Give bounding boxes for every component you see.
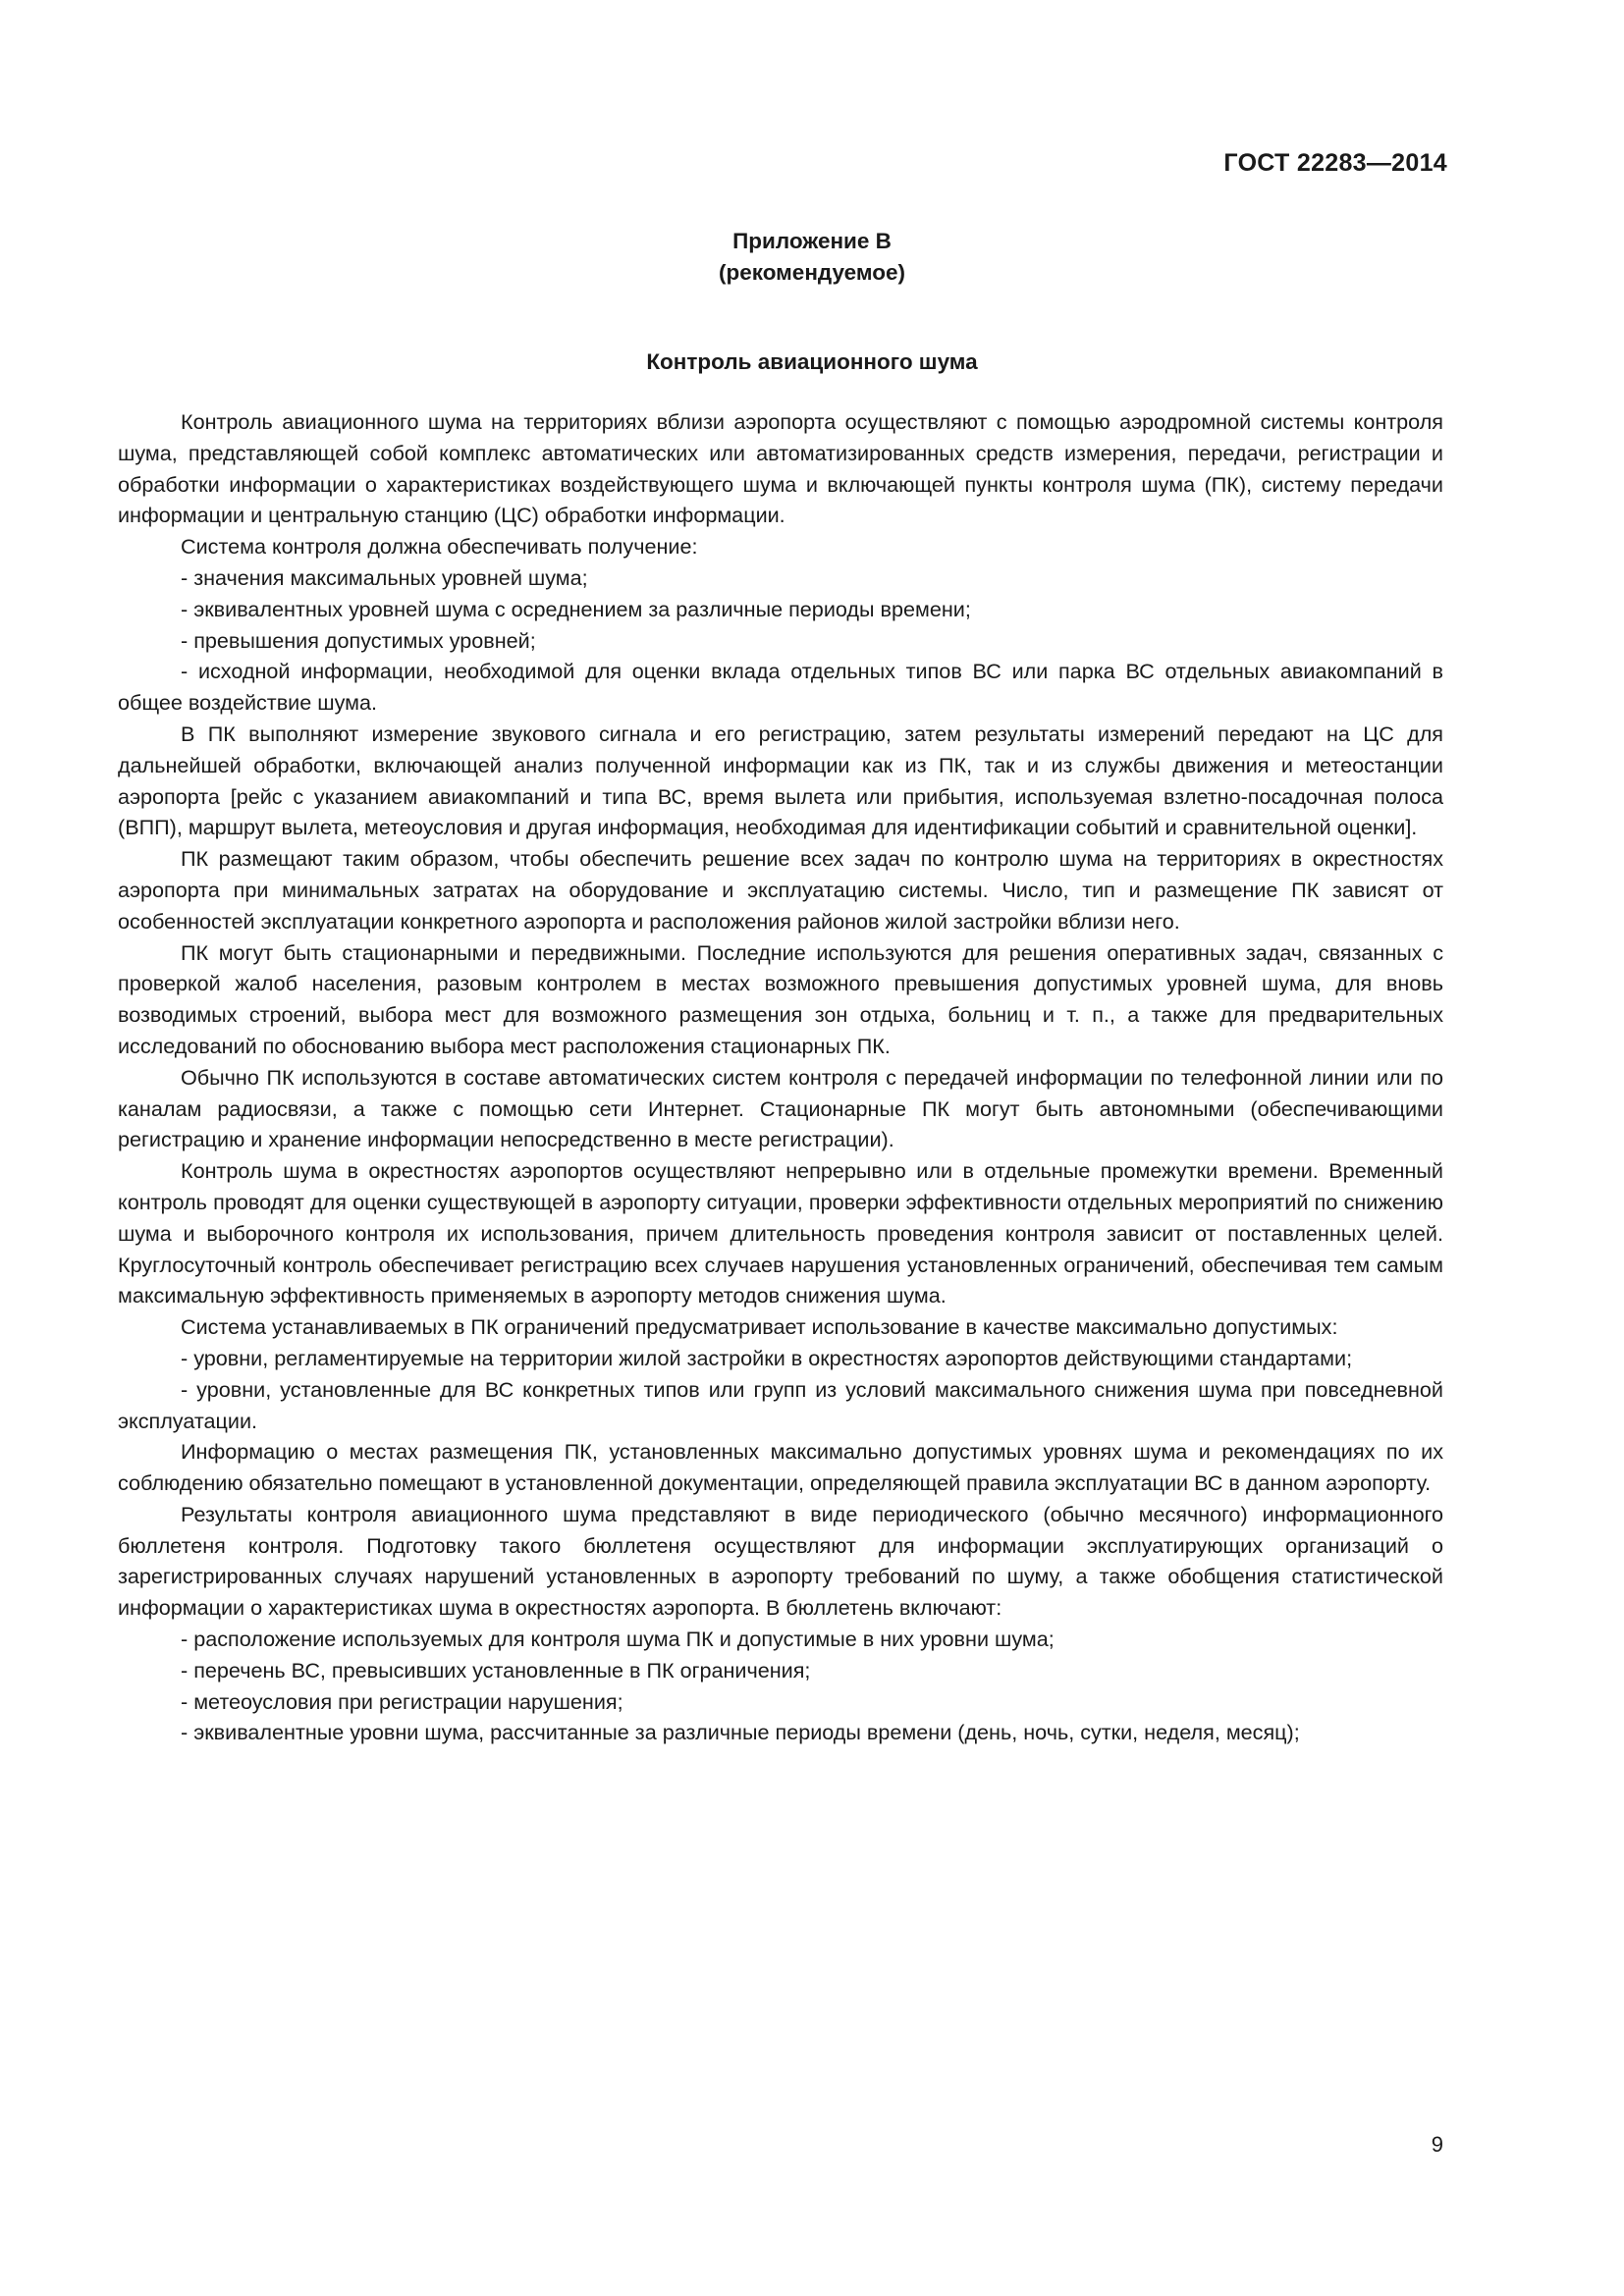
paragraph: Обычно ПК используются в составе автоматических систем контроля с передачей информации по телефонной линии или по каналам радиосвязи, а также с помощью сети Интернет. Стационарные ПК могут быть автономными (обеспечивающими регистрацию и хранение информации непосредственно в месте регистрации). <box>118 1064 1443 1152</box>
list-item: - уровни, регламентируемые на территории жилой застройки в окрестностях аэропортов действующими стандартами; <box>181 1345 1353 1370</box>
list-item: - эквивалентных уровней шума с осреднением за различные периоды времени; <box>181 596 971 621</box>
list-item: - расположение используемых для контроля шума ПК и допустимые в них уровни шума; <box>181 1627 1055 1652</box>
paragraph: Система контроля должна обеспечивать получение: <box>181 534 698 560</box>
paragraph: Информацию о местах размещения ПК, установленных максимально допустимых уровнях шума и рекомендациях по их соблюдению обязательно помещают в установленной документации, определяющей правила эксплуатации ВС в данном аэропорту. <box>118 1439 1443 1496</box>
list-item: - эквивалентные уровни шума, рассчитанные за различные периоды времени (день, ночь, сутки, неделя, месяц); <box>181 1720 1300 1745</box>
list-item: - метеоусловия при регистрации нарушения; <box>181 1688 623 1714</box>
document-body <box>118 406 1443 1748</box>
paragraph: ПК могут быть стационарными и передвижными. Последние используются для решения оперативных задач, связанных с проверкой жалоб населения, разовым контролем в местах возможного превышения допустимых уровней шума, для вновь возводимых строений, выбора мест для возможного размещения зон отдыха, больниц и т. п., а также для предварительных исследований по обоснованию выбора мест расположения стационарных ПК. <box>118 939 1443 1058</box>
paragraph: В ПК выполняют измерение звукового сигнала и его регистрацию, затем результаты измерений передают на ЦС для дальнейшей обработки, включающей анализ полученной информации как из ПК, так и из службы движения и метеостанции аэропорта [рейс с указанием авиакомпаний и типа ВС, время вылета или прибытия, используемая взлетно-посадочная полоса (ВПП), маршрут вылета, метеоусловия и другая информация, необходимая для идентификации событий и сравнительной оценки]. <box>118 721 1443 840</box>
page-number: 9 <box>1431 2132 1443 2157</box>
appendix-heading <box>0 226 1624 289</box>
paragraph: Система устанавливаемых в ПК ограничений предусматривает использование в качестве максимально допустимых: <box>181 1314 1338 1340</box>
standard-header: ГОСТ 22283—2014 <box>1223 149 1447 177</box>
list-item: - значения максимальных уровней шума; <box>181 564 588 590</box>
appendix-subtitle: (рекомендуемое) <box>719 260 905 285</box>
section-title: Контроль авиационного шума <box>646 349 978 374</box>
list-item: - превышения допустимых уровней; <box>181 627 536 653</box>
list-item: - перечень ВС, превысивших установленные в ПК ограничения; <box>181 1657 811 1682</box>
appendix-title: Приложение В <box>732 229 892 253</box>
paragraph: Контроль шума в окрестностях аэропортов осуществляют непрерывно или в отдельные промежутки времени. Временный контроль проводят для оценки существующей в аэропорту ситуации, проверки эффективности отдельных мероприятий по снижению шума и выборочного контроля их использования, причем длительность проведения контроля зависит от поставленных целей. Круглосуточный контроль обеспечивает регистрацию всех случаев нарушения установленных ограничений, обеспечивая тем самым максимальную эффективность применяемых в аэропорту методов снижения шума. <box>118 1158 1443 1308</box>
paragraph: Результаты контроля авиационного шума представляют в виде периодического (обычно месячного) информационного бюллетеня контроля. Подготовку такого бюллетеня осуществляют для информации эксплуатирующих организаций о зарегистрированных случаях нарушений установленных в аэропорту требований по шуму, а также обобщения статистической информации о характеристиках шума в окрестностях аэропорта. В бюллетень включают: <box>118 1501 1443 1621</box>
paragraph: ПК размещают таким образом, чтобы обеспечить решение всех задач по контролю шума на территориях в окрестностях аэропорта при минимальных затратах на оборудование и эксплуатацию системы. Число, тип и размещение ПК зависят от особенностей эксплуатации конкретного аэропорта и расположения районов жилой застройки вблизи него. <box>118 846 1443 934</box>
list-item: - уровни, установленные для ВС конкретных типов или групп из условий максимального снижения шума при повседневной эксплуатации. <box>118 1376 1443 1433</box>
paragraph: Контроль авиационного шума на территориях вблизи аэропорта осуществляют с помощью аэродромной системы контроля шума, представляющей собой комплекс автоматических или автоматизированных средств измерения, передачи, регистрации и обработки информации о характеристиках воздействующего шума и включающей пункты контроля шума (ПК), систему передачи информации и центральную станцию (ЦС) обработки информации. <box>118 409 1443 528</box>
list-item: - исходной информации, необходимой для оценки вклада отдельных типов ВС или парка ВС отдельных авиакомпаний в общее воздействие шума. <box>118 659 1443 716</box>
